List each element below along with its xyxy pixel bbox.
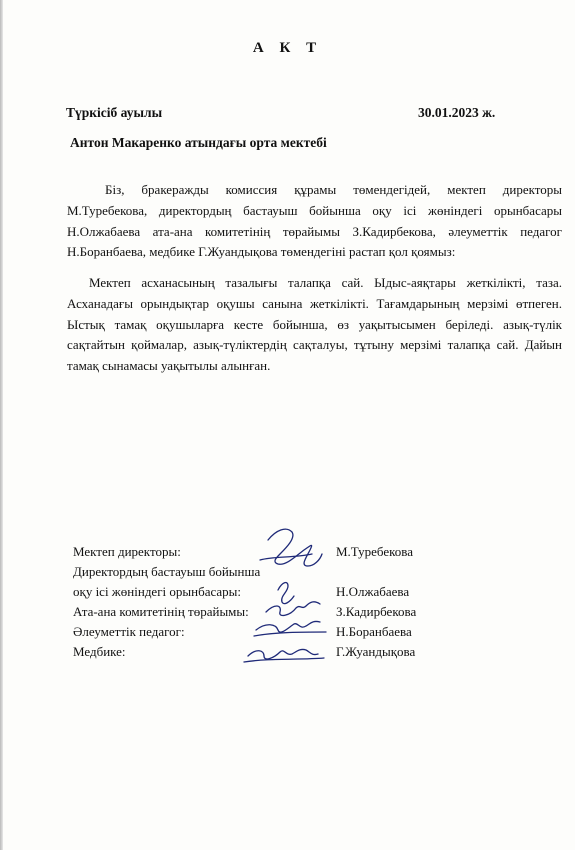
signatory-name: З.Кадирбекова	[336, 604, 417, 619]
handwritten-signatures	[230, 520, 360, 670]
signature-nurse	[248, 649, 318, 659]
signature-deputy	[278, 583, 294, 604]
signature-pedagogue-underline	[254, 632, 326, 636]
signatory-role: оқу ісі жөніндегі орынбасары:	[73, 584, 242, 599]
signatory-role: Ата-ана комитетінің төрайымы:	[73, 604, 249, 619]
signatory-name: Н.Олжабаева	[336, 584, 410, 599]
signature-director	[268, 529, 322, 566]
signatory-role: Мектеп директоры:	[73, 544, 181, 559]
paragraph-findings: Мектеп асханасының тазалығы талапқа сай. Ыдыс-аяқтары жеткілікті, таза. Асханадағы орындықтар оқушы санына жеткілікті. Тағамдарының мерзімі өтпеген. Ыстық тамақ оқушыларға кесте бойынша, өз уақытысымен беріледі. азық-түлік сақтайтын қоймалар, азық-түліктердің сақталуы, тұтыну мерзімі талапқа сай. Дайын тамақ сынамасы уақытылы алынған.	[67, 275, 562, 374]
signatory-role: Директордың бастауыш бойынша	[73, 564, 261, 579]
signature-director-flourish	[260, 554, 312, 560]
page-edge	[0, 0, 3, 850]
signatory-name: М.Туребекова	[336, 544, 413, 559]
document-place: Түркісіб ауылы	[66, 105, 163, 120]
document-title: А К Т	[252, 40, 323, 56]
signature-pedagogue	[256, 621, 320, 632]
school-name: Антон Макаренко атындағы орта мектебі	[70, 135, 327, 150]
signatory-name: Н.Боранбаева	[336, 624, 412, 639]
signatory-role: Әлеуметтік педагог:	[73, 624, 185, 639]
signatory-name: Г.Жуандықова	[336, 644, 416, 659]
paragraph-commission: Біз, бракеражды комиссия құрамы төмендегідей, мектеп директоры М.Туребекова, директордың бастауыш бойынша оқу ісі жөніндегі орынбасары Н.Олжабаева ата-ана комитетінің төрайымы З.Кадирбекова, әлеуметтік педагог Н.Боранбаева, медбике Г.Жуандықова төмендегіні растап қол қоямыз:	[67, 182, 562, 260]
document-date: 30.01.2023 ж.	[418, 105, 496, 120]
signature-committee	[266, 602, 320, 616]
signature-nurse-underline	[244, 658, 324, 662]
signatory-role: Медбике:	[73, 644, 126, 659]
